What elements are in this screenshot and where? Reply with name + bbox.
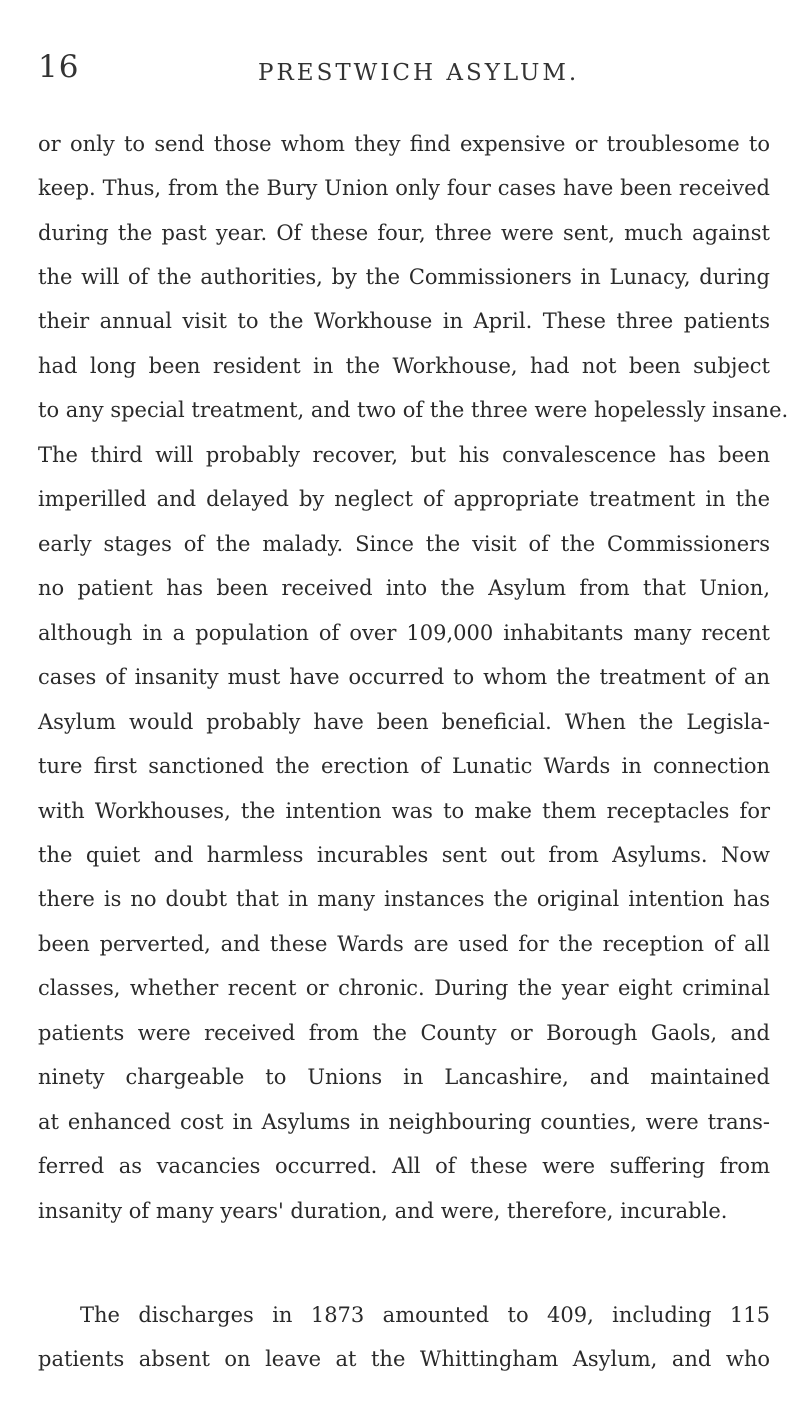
text-line: had long been resident in the Workhouse, had not been subject [38,354,770,378]
text-line: to any special treatment, and two of the three were hopelessly insane. [38,398,789,422]
text-line: although in a population of over 109,000 inhabitants many recent [38,621,770,645]
text-line: patients absent on leave at the Whittingham Asylum, and who [38,1347,770,1371]
text-line: Asylum would probably have been beneficial. When the Legisla- [38,710,770,734]
text-line: early stages of the malady. Since the visit of the Commissioners [38,532,770,556]
text-line: during the past year. Of these four, three were sent, much against [38,221,770,245]
running-head: PRESTWICH ASYLUM. [258,60,580,86]
text-line: The discharges in 1873 amounted to 409, including 115 [80,1303,770,1327]
text-line: with Workhouses, the intention was to make them receptacles for [38,799,770,823]
text-line: been perverted, and these Wards are used for the reception of all [38,932,770,956]
text-line: there is no doubt that in many instances the original intention has [38,887,770,911]
text-line: no patient has been received into the Asylum from that Union, [38,576,770,600]
text-line: classes, whether recent or chronic. During the year eight criminal [38,976,770,1000]
text-line: at enhanced cost in Asylums in neighbouring counties, were trans- [38,1110,770,1134]
text-line: ferred as vacancies occurred. All of these were suffering from [38,1154,770,1178]
page-number: 16 [38,49,80,85]
text-line: the quiet and harmless incurables sent out from Asylums. Now [38,843,770,867]
text-line: their annual visit to the Workhouse in April. These three patients [38,309,770,333]
text-line: patients were received from the County or Borough Gaols, and [38,1021,770,1045]
text-line: cases of insanity must have occurred to whom the treatment of an [38,665,770,689]
text-line: or only to send those whom they find expensive or troublesome to [38,132,770,156]
text-line: ture first sanctioned the erection of Lunatic Wards in connection [38,754,770,778]
text-line: ninety chargeable to Unions in Lancashire, and maintained [38,1065,770,1089]
text-line: the will of the authorities, by the Commissioners in Lunacy, during [38,265,770,289]
text-line: keep. Thus, from the Bury Union only four cases have been received [38,176,770,200]
text-line: The third will probably recover, but his convalescence has been [38,443,770,467]
text-line: insanity of many years' duration, and were, therefore, incurable. [38,1199,728,1223]
text-line: imperilled and delayed by neglect of appropriate treatment in the [38,487,770,511]
